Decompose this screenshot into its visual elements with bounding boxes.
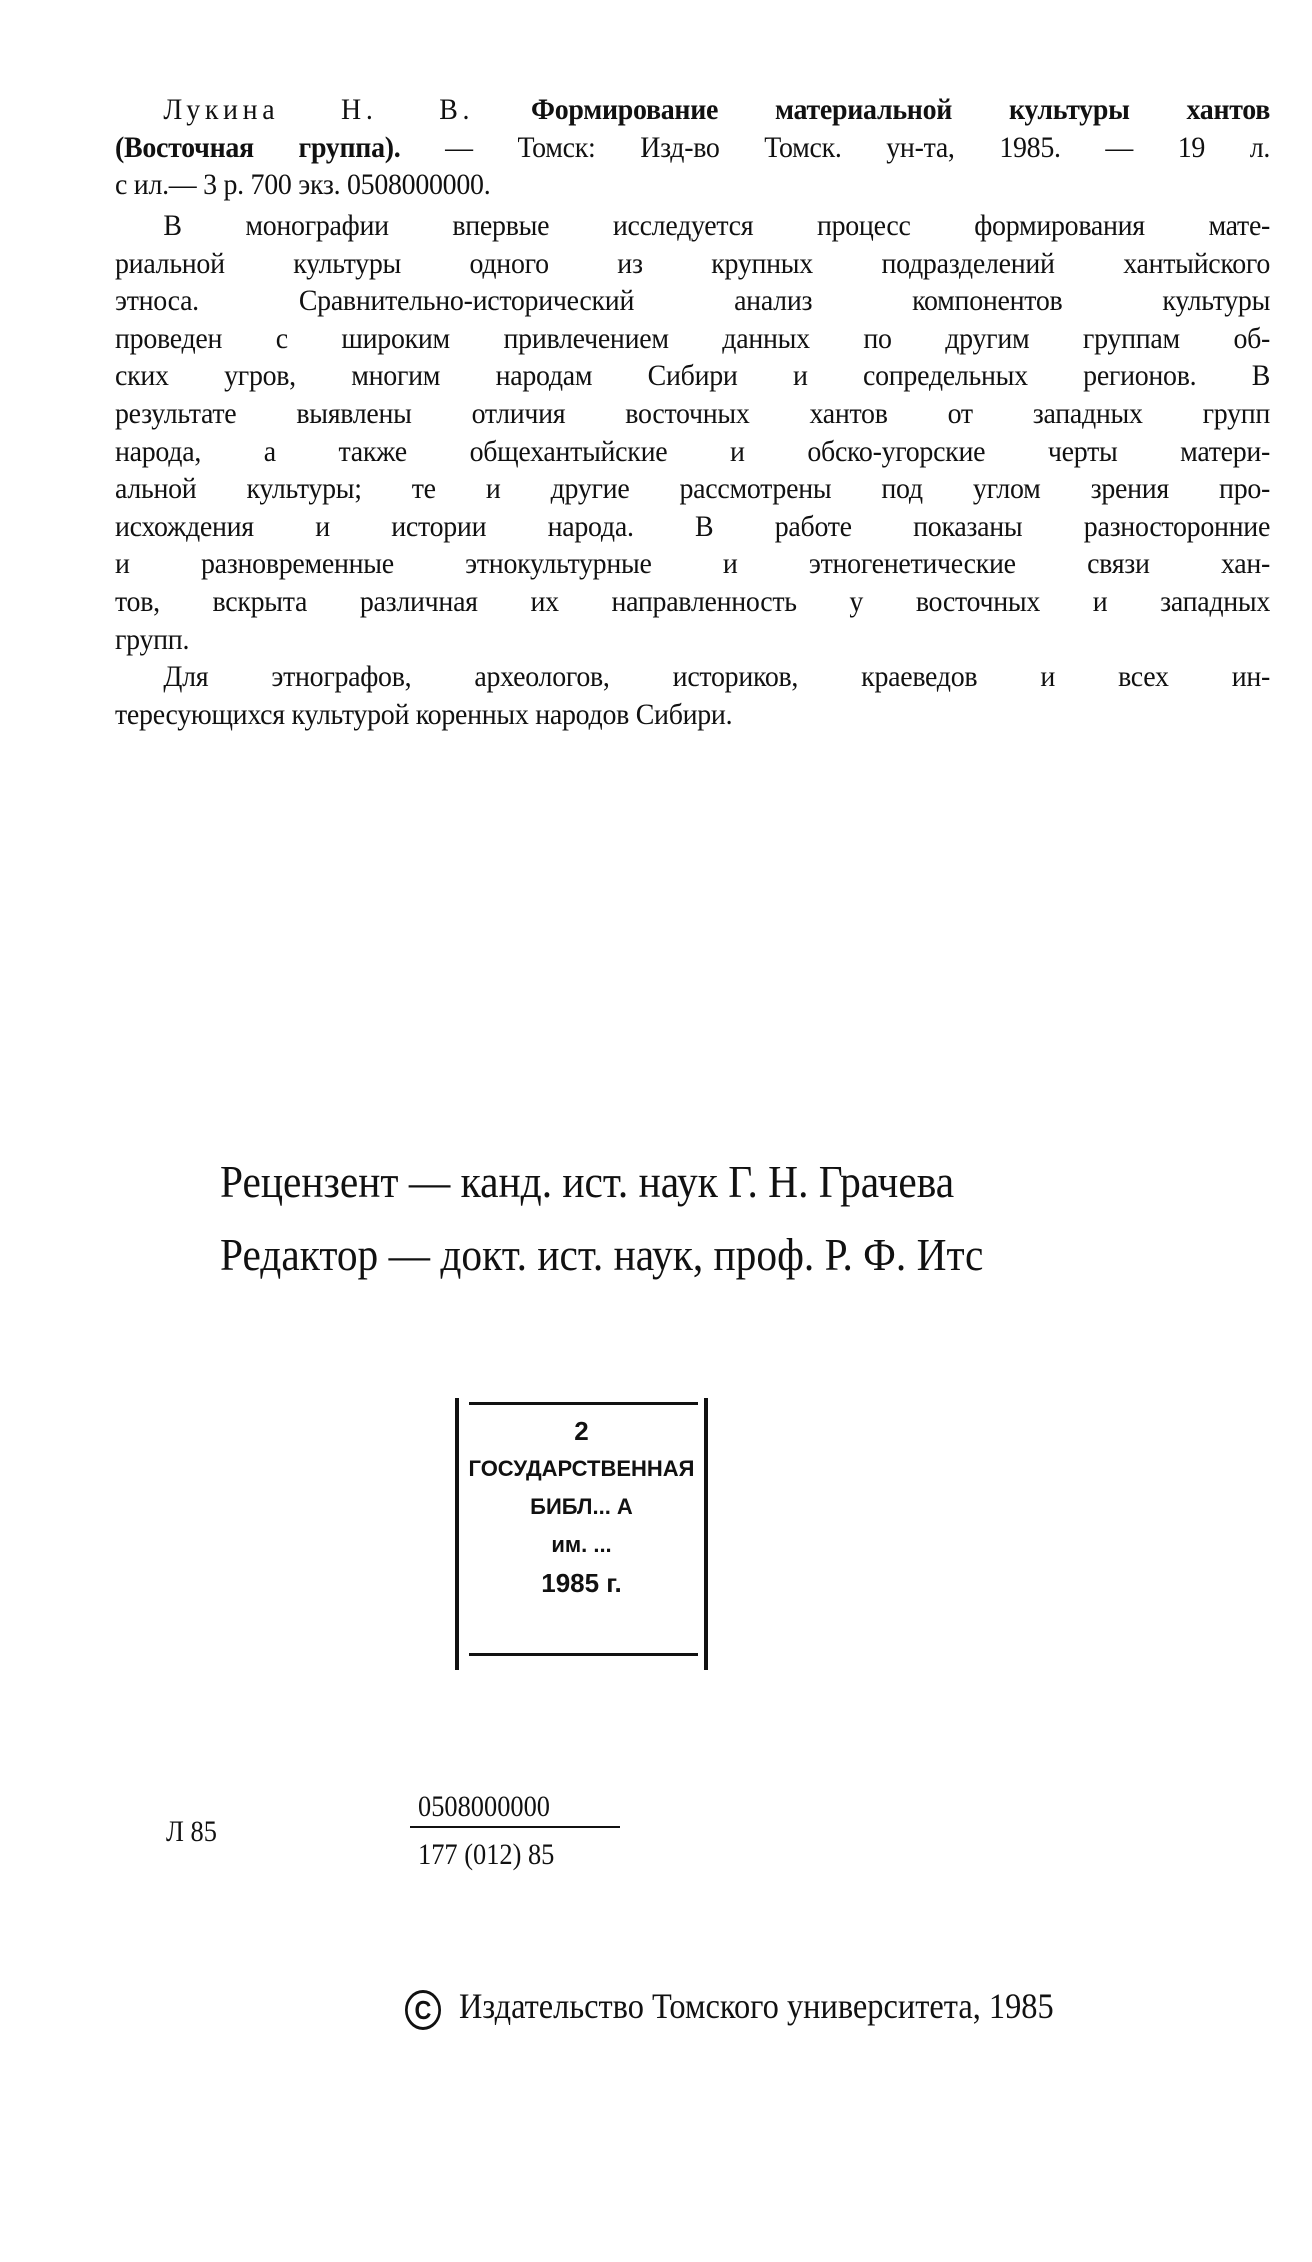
library-stamp <box>455 1398 708 1670</box>
citation-line-3: с ил.— 3 р. 700 экз. 0508000000. <box>115 168 491 202</box>
publication-info: — Томск: Изд-во Томск. ун-та, 1985. — 19 л. <box>445 130 1271 164</box>
author: Лукина Н. В. <box>163 93 475 126</box>
text-line: тов, вскрыта различная их направленность у восточных и западных <box>115 584 1271 618</box>
text-line: групп. <box>115 622 190 656</box>
text-line: этноса. Сравнительно-исторический анализ компонентов культуры <box>115 284 1271 318</box>
text-line: ских угров, многим народам Сибири и сопредельных регионов. В <box>115 359 1271 393</box>
stamp-line: им. ... <box>551 1532 612 1557</box>
text-line: результате выявлены отличия восточных хантов от западных групп <box>115 396 1271 430</box>
text-line: исхождения и истории народа. В работе показаны разносторонние <box>115 509 1271 543</box>
classification-index: Л 85 <box>166 1815 217 1848</box>
book-title: Формирование материальной культуры хантов <box>531 93 1271 126</box>
stamp-line: БИБЛ... А <box>530 1494 633 1519</box>
citation-line-2 <box>115 129 1270 167</box>
text-line: проведен с широким привлечением данных по другим группам об- <box>115 321 1271 355</box>
text-line: Для этнографов, археологов, историков, краеведов и всех ин- <box>163 660 1271 693</box>
stamp-line: 1985 г. <box>541 1568 622 1598</box>
text-line: тересующихся культурой коренных народов Сибири. <box>115 697 733 731</box>
copyright-text: Издательство Томского университета, 1985 <box>459 1986 1054 2026</box>
book-subtitle: (Восточная группа). <box>115 130 401 164</box>
text-line: риальной культуры одного из крупных подразделений хантыйского <box>115 246 1271 280</box>
citation <box>115 91 1270 204</box>
abstract <box>115 207 1270 658</box>
reviewer: Рецензент — канд. ист. наук Г. Н. Грачева <box>220 1156 955 1207</box>
citation-line-1 <box>115 91 1270 129</box>
copyright <box>405 1985 1054 2030</box>
text-line: В монографии впервые исследуется процесс формирования мате- <box>163 209 1271 242</box>
text-line: и разновременные этнокультурные и этногенетические связи хан- <box>115 547 1271 581</box>
stamp-line: 2 <box>574 1416 589 1446</box>
audience <box>115 658 1270 733</box>
text-line: народа, а также общехантыйские и обско-угорские черты матери- <box>115 434 1271 468</box>
classification-numerator: 0508000000 <box>418 1790 550 1823</box>
fraction-line <box>410 1826 620 1828</box>
stamp-line: ГОСУДАРСТВЕННАЯ <box>468 1456 695 1481</box>
editor: Редактор — докт. ист. наук, проф. Р. Ф. Итс <box>220 1229 984 1280</box>
copyright-icon: C <box>405 1990 441 2030</box>
text-line: альной культуры; те и другие рассмотрены под углом зрения про- <box>115 472 1271 506</box>
classification-denominator: 177 (012) 85 <box>418 1838 555 1871</box>
